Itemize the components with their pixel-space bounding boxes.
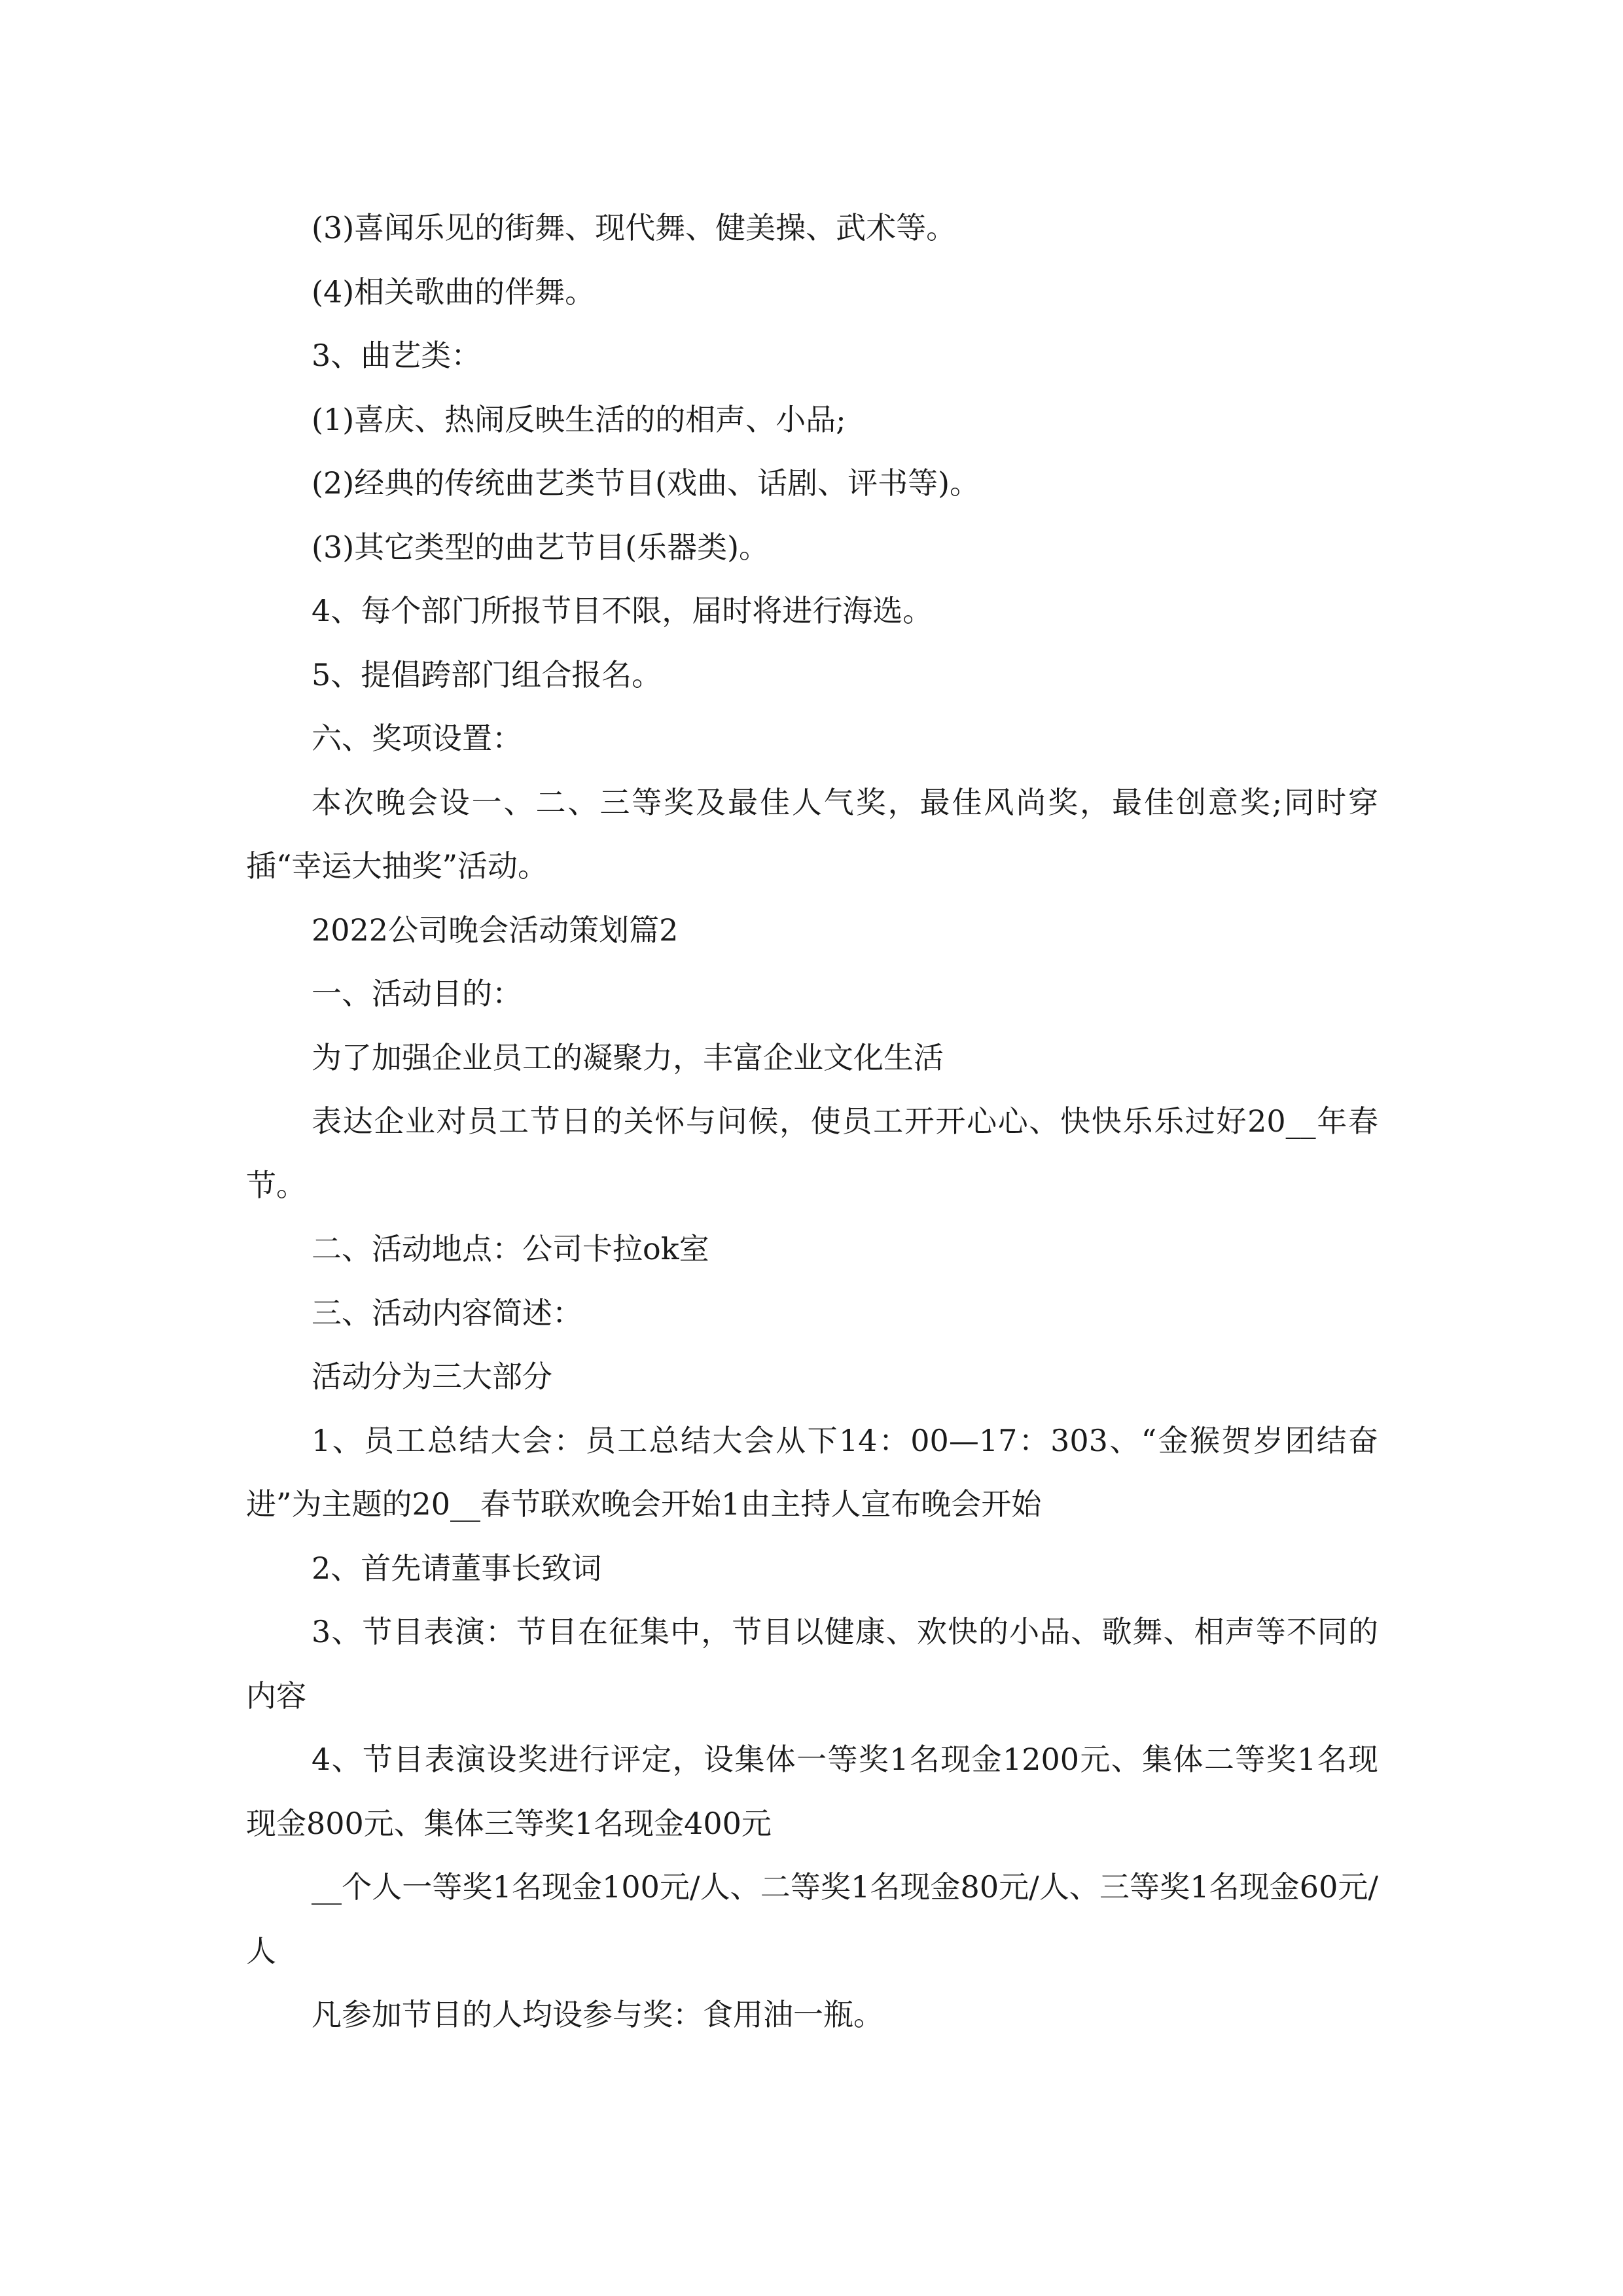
document-body: [246, 196, 1378, 2047]
section-heading: 一、活动目的：: [312, 976, 522, 1011]
paragraph: 本次晚会设一、二、三等奖及最佳人气奖，最佳风尚奖，最佳创意奖;同时穿插“幸运大抽奖”活动。: [246, 784, 1378, 884]
document-subtitle: 2022公司晚会活动策划篇2: [312, 912, 679, 948]
paragraph: (3)其它类型的曲艺节目(乐器类)。: [312, 529, 770, 565]
paragraph: 表达企业对员工节日的关怀与问候，使员工开开心心、快快乐乐过好20__年春节。: [246, 1103, 1378, 1203]
paragraph: 为了加强企业员工的凝聚力，丰富企业文化生活: [312, 1039, 944, 1075]
paragraph: 4、每个部门所报节目不限，届时将进行海选。: [312, 593, 933, 628]
paragraph: 5、提倡跨部门组合报名。: [312, 656, 662, 692]
paragraph: 3、节目表演：节目在征集中，节目以健康、欢快的小品、歌舞、相声等不同的内容: [246, 1614, 1378, 1713]
paragraph: (4)相关歌曲的伴舞。: [312, 274, 596, 310]
paragraph: 1、员工总结大会：员工总结大会从下14：00—17：303、“金猴贺岁团结奋进”为主题的20__春节联欢晚会开始1由主持人宣布晚会开始: [246, 1422, 1378, 1522]
section-heading: 六、奖项设置：: [312, 721, 522, 756]
paragraph: (1)喜庆、热闹反映生活的的相声、小品;: [312, 401, 846, 437]
section-heading: 二、活动地点：公司卡拉ok室: [312, 1231, 709, 1266]
paragraph: __个人一等奖1名现金100元/人、二等奖1名现金80元/人、三等奖1名现金60元/人: [246, 1869, 1378, 1969]
paragraph: (3)喜闻乐见的街舞、现代舞、健美操、武术等。: [312, 210, 957, 245]
paragraph: 2、首先请董事长致词: [312, 1550, 602, 1586]
section-heading: 3、曲艺类：: [312, 338, 482, 373]
paragraph: 活动分为三大部分: [312, 1359, 552, 1394]
section-heading: 三、活动内容简述：: [312, 1295, 582, 1331]
paragraph: 凡参加节目的人均设参与奖：食用油一瓶。: [312, 1997, 883, 2032]
paragraph: (2)经典的传统曲艺类节目(戏曲、话剧、评书等)。: [312, 465, 980, 501]
paragraph: 4、节目表演设奖进行评定，设集体一等奖1名现金1200元、集体二等奖1名现现金800元、集体三等奖1名现金400元: [246, 1742, 1378, 1841]
